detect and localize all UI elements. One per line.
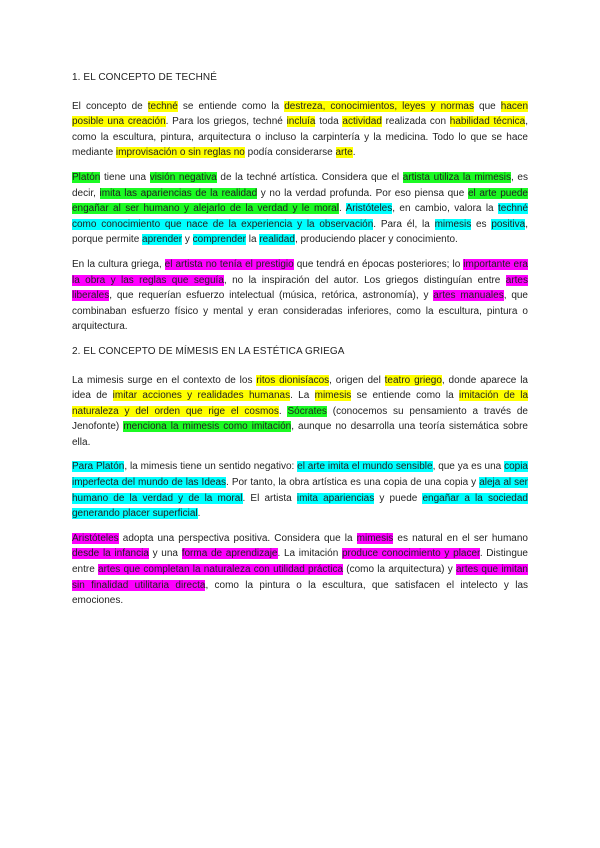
highlighted-text: hacen posible una creación [72, 100, 529, 128]
text-segment: y no la verdad profunda. Por eso piensa que [257, 187, 468, 199]
text-segment: . Para los griegos, techné [165, 116, 287, 128]
text-segment: se entiende como la [351, 390, 460, 402]
text-segment: . La [290, 390, 315, 402]
highlighted-text: incluía [286, 116, 316, 128]
text-segment: , origen del [329, 374, 385, 386]
highlighted-text: copia imperfecta del mundo de las Ideas [72, 461, 528, 489]
text-segment: (conocemos su pensamiento a través de Jenofonte) [72, 405, 528, 433]
text-segment: adopta una perspectiva positiva. Considera que la [118, 532, 357, 544]
text-segment: . La imitación [277, 548, 342, 560]
highlighted-text: desde la infancia [72, 548, 149, 560]
text-segment: . [352, 147, 356, 159]
highlighted-text: mimesis [314, 390, 352, 402]
paragraph-4 [72, 373, 528, 451]
highlighted-text: mimesis [356, 532, 394, 544]
highlighted-text: aprender [142, 234, 183, 246]
text-segment: y una [148, 548, 182, 560]
text-segment: , que requerían esfuerzo intelectual (música, retórica, astronomía), y [109, 290, 434, 302]
highlighted-text: mimesis [434, 218, 472, 230]
highlighted-text: produce conocimiento y placer [341, 548, 480, 560]
paragraph-3 [72, 257, 528, 335]
text-segment: . [338, 203, 346, 215]
text-segment: es [471, 218, 492, 230]
highlighted-text: comprender [192, 234, 246, 246]
highlighted-text: imitación de la naturaleza y del orden que rige el cosmos [72, 390, 528, 417]
paragraph-5 [72, 459, 528, 521]
highlighted-text: aleja al ser humano de la verdad y de la moral [72, 477, 529, 504]
highlighted-text: Aristóteles [345, 203, 393, 215]
highlighted-text: el arte imita el mundo sensible [297, 461, 433, 473]
text-segment: , como la escultura, pintura, arquitectura o incluso la carpintería y la medicina. Todo lo que se hace mediante [72, 116, 528, 159]
text-segment: . Para él, la [373, 218, 435, 230]
text-segment: podía considerarse [244, 147, 336, 159]
highlighted-text: arte [335, 147, 353, 159]
text-segment: de la techné artística. Considera que el [216, 171, 403, 183]
highlighted-text: artes que completan la naturaleza con utilidad práctica [98, 564, 344, 576]
highlighted-text: forma de aprendizaje [181, 548, 278, 560]
text-segment: es natural en el ser humano [393, 532, 528, 544]
highlighted-text: ritos dionisíacos [256, 374, 330, 386]
text-segment: , en cambio, valora la [392, 203, 498, 215]
highlighted-text: destreza, conocimientos, leyes y normas [284, 100, 474, 112]
highlighted-text: importante era la obra y las reglas que seguía [72, 258, 528, 286]
text-segment: . El artista [242, 492, 297, 504]
highlighted-text: teatro griego [384, 374, 442, 386]
text-segment: . [197, 508, 201, 520]
text-segment: . Por tanto, la obra artística es una copia de una copia y [226, 477, 480, 489]
text-segment: , porque permite [72, 218, 528, 246]
highlighted-text: imita apariencias [296, 492, 375, 504]
text-segment: que [473, 100, 501, 112]
highlighted-text: artes manuales [433, 290, 504, 302]
highlighted-text: realidad [259, 234, 295, 246]
text-segment: se entiende como la [177, 100, 285, 112]
highlighted-text: habilidad técnica [449, 116, 526, 128]
paragraph-6 [72, 531, 528, 609]
text-segment: tiene una [100, 171, 150, 183]
text-segment: . Distingue entre [72, 548, 528, 576]
text-segment: , donde aparece la idea de [72, 374, 528, 402]
text-segment: . [278, 405, 288, 417]
highlighted-text: Sócrates [287, 405, 327, 417]
text-segment: En la cultura griega, [72, 258, 165, 270]
highlighted-text: engañar a la sociedad generando placer superficial [72, 492, 528, 520]
text-segment: , no la inspiración del autor. Los griegos distinguían entre [223, 274, 506, 286]
highlighted-text: improvisación o sin reglas no [115, 147, 245, 159]
highlighted-text: imita las apariencias de la realidad [99, 187, 258, 199]
highlighted-text: techné [147, 100, 178, 112]
text-segment: , la mimesis tiene un sentido negativo: [124, 461, 298, 473]
highlighted-text: artista utiliza la mimesis [402, 171, 511, 183]
highlighted-text: imitar acciones y realidades humanas [112, 390, 291, 402]
highlighted-text: techné como conocimiento que nace de la experiencia y la observación [72, 203, 529, 230]
text-segment: , produciendo placer y conocimiento. [294, 234, 458, 246]
highlighted-text: artes liberales [72, 274, 528, 302]
section-heading-2: 2. EL CONCEPTO DE MÍMESIS EN LA ESTÉTICA GRIEGA [72, 345, 345, 357]
text-segment: toda [315, 116, 343, 128]
text-segment: y [182, 234, 193, 246]
highlighted-text: positiva [491, 218, 526, 230]
text-segment: (como la arquitectura) y [343, 564, 456, 576]
text-segment: , que combinaban esfuerzo físico y mental y eran consideradas inferiores, como la escultura, pintura o arquitectura. [72, 290, 528, 333]
text-segment: , es decir, [72, 171, 528, 199]
text-segment: que tendrá en épocas posteriores; lo [293, 258, 464, 270]
highlighted-text: actividad [342, 116, 382, 128]
highlighted-text: Platón [72, 171, 101, 183]
text-segment: realizada con [381, 116, 450, 128]
text-segment: , que ya es una [432, 461, 505, 473]
section-heading-1: 1. EL CONCEPTO DE TECHNÉ [72, 72, 218, 83]
highlighted-text: visión negativa [149, 171, 217, 183]
paragraph-1 [72, 99, 528, 161]
text-segment: , como la pintura o la escultura, que satisfacen el intelecto y las emociones. [72, 579, 529, 607]
paragraph-2 [72, 170, 528, 248]
text-segment: , aunque no desarrolla una teoría sistemática sobre ella. [72, 421, 528, 448]
highlighted-text: Aristóteles [72, 532, 119, 544]
text-segment: y puede [374, 492, 423, 504]
highlighted-text: el artista no tenía el prestigio [164, 258, 294, 270]
highlighted-text: artes que imitan sin finalidad utilitaria directa [72, 564, 528, 591]
highlighted-text: el arte puede engañar al ser humano y alejarlo de la verdad y le moral [72, 187, 528, 215]
text-segment: la [246, 234, 260, 246]
highlighted-text: Para Platón [72, 461, 125, 473]
text-segment: El concepto de [72, 100, 148, 112]
document-body [72, 70, 528, 609]
text-segment: La mimesis surge en el contexto de los [72, 374, 257, 386]
highlighted-text: menciona la mimesis como imitación [123, 421, 292, 433]
